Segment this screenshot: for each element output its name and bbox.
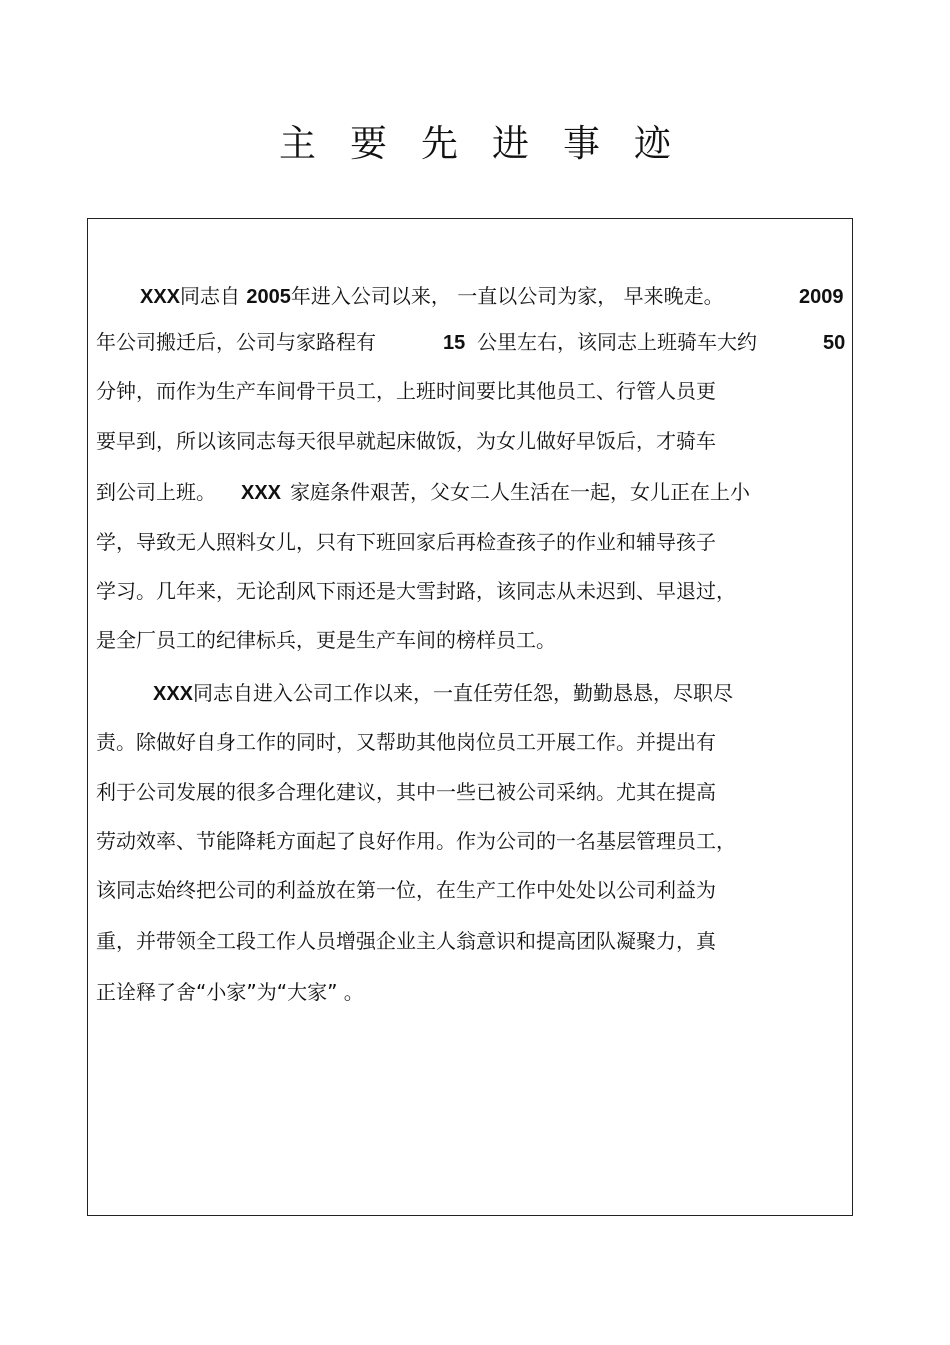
text-segment: 到公司上班。 <box>96 480 216 504</box>
paragraph-1-line-1 <box>140 281 724 311</box>
paragraph-1-line-4: 要早到，所以该同志每天很早就起床做饭，为女儿做好早饭后，才骑车 <box>96 429 716 453</box>
paragraph-1-line-5-part-3 <box>290 477 750 507</box>
paragraph-2-line-3: 利于公司发展的很多合理化建议，其中一些已被公司采纳。尤其在提高 <box>96 780 716 804</box>
paragraph-2-line-5: 该同志始终把公司的利益放在第一位，在生产工作中处处以公司利益为 <box>96 878 716 902</box>
title-char: 主 <box>279 122 316 165</box>
content-box <box>87 218 853 1216</box>
paragraph-1-line-2-part-2 <box>443 327 465 357</box>
text-segment: 年公司搬迁后，公司与家路程有 <box>96 330 376 354</box>
paragraph-1-line-5 <box>96 477 216 507</box>
paragraph-2-line-6: 重，并带领全工段工作人员增强企业主人翁意识和提高团队凝聚力，真 <box>96 929 716 953</box>
paragraph-1-line-5-part-2 <box>241 477 281 507</box>
title-char: 先 <box>421 122 458 165</box>
text-segment: 2009 <box>799 286 844 308</box>
text-segment: 50 <box>823 332 846 354</box>
text-segment: XXX <box>153 683 194 705</box>
text-segment: 公里左右，该同志上班骑车大约 <box>477 330 757 354</box>
paragraph-2-line-2: 责。除做好自身工作的同时，又帮助其他岗位员工开展工作。并提出有 <box>96 730 716 754</box>
text-segment: XXX <box>140 286 181 308</box>
text-segment: 2005 <box>246 286 291 308</box>
paragraph-1-line-2-part-3 <box>477 327 757 357</box>
paragraph-1-line-3: 分钟，而作为生产车间骨干员工，上班时间要比其他员工、行管人员更 <box>96 379 716 403</box>
paragraph-1-line-2 <box>96 327 376 357</box>
paragraph-1-line-7: 学习。几年来，无论刮风下雨还是大雪封路，该同志从未迟到、早退过， <box>96 579 736 603</box>
title-char: 迹 <box>634 122 671 165</box>
page-title <box>0 118 950 170</box>
paragraph-1-line-2-part-4 <box>823 327 845 357</box>
title-char: 事 <box>563 122 600 165</box>
paragraph-2-line-4: 劳动效率、节能降耗方面起了良好作用。作为公司的一名基层管理员工， <box>96 829 736 853</box>
paragraph-2-line-1 <box>153 678 733 708</box>
title-char: 进 <box>492 122 529 165</box>
paragraph-1-line-6: 学，导致无人照料女儿，只有下班回家后再检查孩子的作业和辅导孩子 <box>96 530 716 554</box>
text-segment: 同志自 <box>180 284 247 308</box>
text-segment: 同志自进入公司工作以来，一直任劳任怨，勤勤恳恳，尽职尽 <box>193 681 734 705</box>
text-segment: 年进入公司以来， 一直以公司为家， 早来晚走。 <box>290 284 724 308</box>
text-segment: 15 <box>443 332 466 354</box>
text-segment: XXX <box>241 482 282 504</box>
paragraph-2-line-7: 正诠释了舍“小家”为“大家” 。 <box>96 980 364 1004</box>
title-char: 要 <box>350 122 387 165</box>
text-segment: 家庭条件艰苦，父女二人生活在一起，女儿正在上小 <box>290 480 750 504</box>
paragraph-1-line-8: 是全厂员工的纪律标兵，更是生产车间的榜样员工。 <box>96 628 556 652</box>
paragraph-1-line-1-year <box>799 281 844 311</box>
